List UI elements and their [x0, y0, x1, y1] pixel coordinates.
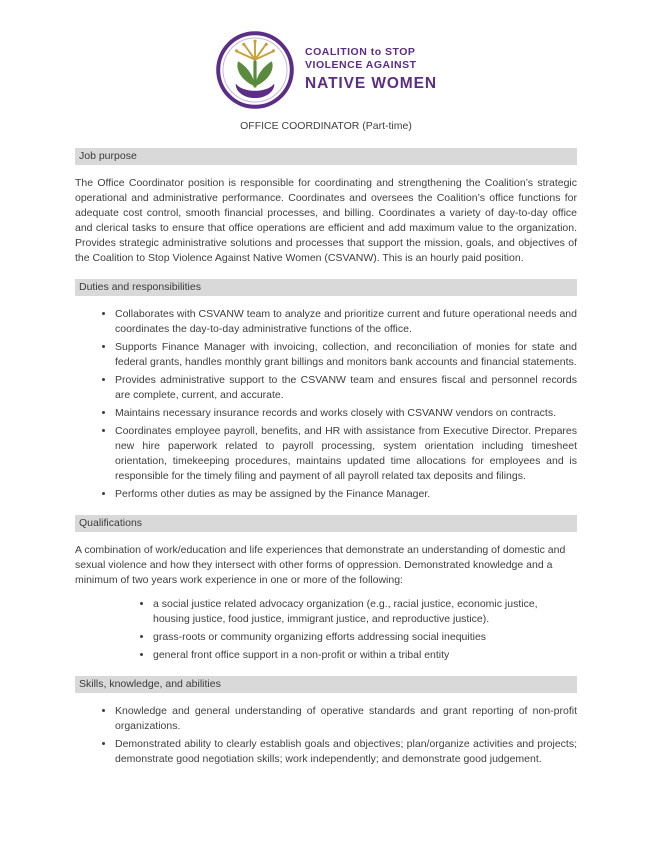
logo	[75, 30, 577, 110]
logo-line-2: VIOLENCE AGAINST	[305, 59, 417, 72]
logo-line-3: NATIVE WOMEN	[305, 75, 437, 93]
logo-text	[305, 46, 437, 94]
list-item: • grass-roots or community organizing efforts addressing social inequities	[153, 630, 577, 645]
logo-line-1: COALITION to STOP	[305, 46, 416, 59]
qualifications-list	[75, 597, 577, 663]
section-heading-job-purpose: Job purpose	[75, 148, 577, 165]
list-item: • Provides administrative support to the CSVANW team and ensures fiscal and personnel records are complete, current, and accurate.	[115, 373, 577, 403]
document-title: OFFICE COORDINATOR (Part-time)	[240, 120, 412, 132]
list-item: • Collaborates with CSVANW team to analyze and prioritize current and future operational needs and coordinates the day-to-day administrative functions of the office.	[115, 307, 577, 337]
list-item: • Coordinates employee payroll, benefits, and HR with assistance from Executive Director. Prepares new hire paperwork related to payroll processing, system orientation including timesheet orientation, timekeeping procedures, maintains updated time allocations for employees and is responsible for the timely filing and payment of all payroll related tax deposits and filings.	[115, 424, 577, 484]
skills-list	[75, 704, 577, 767]
list-item: • general front office support in a non-profit or within a tribal entity	[153, 648, 577, 663]
duties-list	[75, 307, 577, 502]
list-item: • Demonstrated ability to clearly establish goals and objectives; plan/organize activities and projects; demonstrate good negotiation skills; work independently; and demonstrate good judgement.	[115, 737, 577, 767]
list-item: • Knowledge and general understanding of operative standards and grant reporting of non-profit organizations.	[115, 704, 577, 734]
list-item: • Maintains necessary insurance records and works closely with CSVANW vendors on contracts.	[115, 406, 577, 421]
section-heading-skills: Skills, knowledge, and abilities	[75, 676, 577, 693]
section-heading-duties: Duties and responsibilities	[75, 279, 577, 296]
section-heading-qualifications: Qualifications	[75, 515, 577, 532]
list-item: • Performs other duties as may be assigned by the Finance Manager.	[115, 487, 577, 502]
job-purpose-paragraph: The Office Coordinator position is responsible for coordinating and strengthening the Coalition’s strategic operational and administrative performance. Coordinates and oversees the Coalition’s office functions for adequate cost control, smooth financial processes, and billing. Coordinates a variety of day-to-day office and clerical tasks to ensure that office operations are efficient and add maximum value to the organization. Provides strategic administrative solutions and processes that support the mission, goals, and objectives of the Coalition to Stop Violence Against Native Women (CSVANW). This is an hourly paid position.	[75, 177, 577, 264]
list-item: • a social justice related advocacy organization (e.g., racial justice, economic justice, housing justice, food justice, immigrant justice, and reproductive justice).	[153, 597, 577, 627]
qualifications-intro-paragraph: A combination of work/education and life experiences that demonstrate an understanding of domestic and sexual violence and how they intersect with other forms of oppression. Demonstrated knowledge and a minimum of two years work experience in one or more of the following:	[75, 544, 566, 586]
csvanw-emblem-icon	[215, 30, 295, 110]
list-item: • Supports Finance Manager with invoicing, collection, and reconciliation of monies for state and federal grants, handles monthly grant billings and monitors bank accounts and financial statements.	[115, 340, 577, 370]
